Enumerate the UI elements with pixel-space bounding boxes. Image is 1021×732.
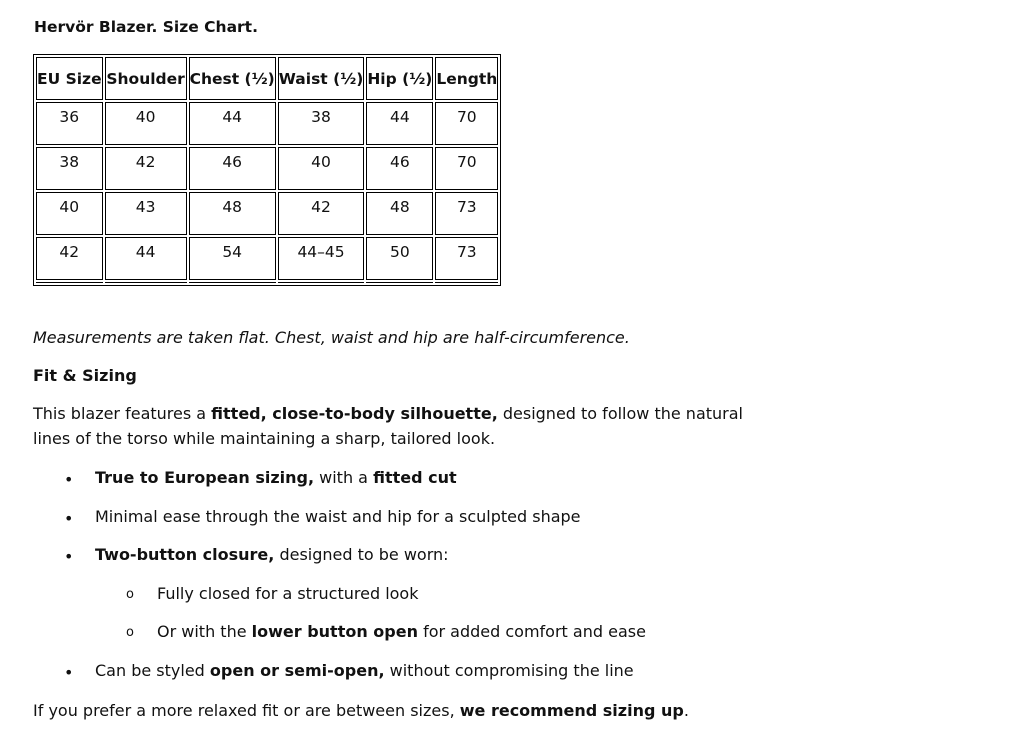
- table-spacer-row: [36, 282, 498, 283]
- list-item-text: True to European sizing, with a fitted cut: [95, 468, 457, 487]
- table-cell: 46: [189, 147, 276, 190]
- table-header-row: [36, 57, 498, 100]
- table-spacer-cell: [278, 282, 365, 283]
- bullet-icon: •: [64, 662, 74, 682]
- sub-bullet-icon: o: [126, 586, 134, 602]
- size-chart-table: [33, 54, 501, 286]
- bullet-icon: •: [64, 508, 74, 528]
- header-length: Length: [435, 57, 498, 100]
- sub-list-item-text: Or with the lower button open for added comfort and ease: [157, 622, 646, 641]
- intro-text: This blazer features a: [33, 404, 212, 423]
- table-cell: 48: [366, 192, 433, 235]
- table-spacer-cell: [435, 282, 498, 283]
- table-row: [36, 237, 498, 280]
- table-cell: 44–45: [278, 237, 365, 280]
- table-cell: 73: [435, 237, 498, 280]
- table-spacer-cell: [105, 282, 187, 283]
- table-cell: 50: [366, 237, 433, 280]
- intro-bold: fitted, close-to-body silhouette,: [211, 404, 498, 423]
- table-cell: 70: [435, 102, 498, 145]
- closing-end: .: [683, 701, 689, 720]
- table-spacer-cell: [366, 282, 433, 283]
- table-spacer-cell: [36, 282, 103, 283]
- table-row: [36, 102, 498, 145]
- table-cell: 38: [278, 102, 365, 145]
- closing-bold: we recommend sizing up: [459, 701, 684, 720]
- header-waist: Waist (½): [278, 57, 365, 100]
- header-chest: Chest (½): [189, 57, 276, 100]
- table-cell: 42: [278, 192, 365, 235]
- bullet-icon: •: [64, 470, 74, 489]
- table-cell: 46: [366, 147, 433, 190]
- bullet-icon: •: [64, 547, 74, 566]
- intro-paragraph: [33, 401, 753, 451]
- table-row: [36, 192, 498, 235]
- closing-recommendation: [33, 698, 689, 723]
- header-eu-size: EU Size: [36, 57, 103, 100]
- fit-sizing-heading: Fit & Sizing: [33, 366, 137, 385]
- table-cell: 38: [36, 147, 103, 190]
- table-cell: 48: [189, 192, 276, 235]
- table-cell: 44: [105, 237, 187, 280]
- table-spacer-cell: [189, 282, 276, 283]
- header-shoulder: Shoulder: [105, 57, 187, 100]
- table-cell: 44: [189, 102, 276, 145]
- table-cell: 43: [105, 192, 187, 235]
- list-item-text: Two-button closure, designed to be worn:: [95, 545, 449, 564]
- table-cell: 42: [105, 147, 187, 190]
- document-title: Hervör Blazer. Size Chart.: [34, 18, 258, 36]
- intro-text: designed to follow the natural lines of the torso while maintaining a sharp, tailored look.: [33, 404, 743, 448]
- header-hip: Hip (½): [366, 57, 433, 100]
- table-cell: 40: [105, 102, 187, 145]
- table-row: [36, 147, 498, 190]
- closing-text: If you prefer a more relaxed fit or are between sizes,: [33, 701, 460, 720]
- table-cell: 40: [36, 192, 103, 235]
- table-cell: 70: [435, 147, 498, 190]
- table-cell: 42: [36, 237, 103, 280]
- table-cell: 73: [435, 192, 498, 235]
- table-cell: 36: [36, 102, 103, 145]
- measurement-note: Measurements are taken flat. Chest, waist and hip are half-circumference.: [33, 328, 630, 347]
- table-cell: 44: [366, 102, 433, 145]
- table-cell: 40: [278, 147, 365, 190]
- sub-bullet-icon: o: [126, 625, 134, 640]
- table-cell: 54: [189, 237, 276, 280]
- list-item-text: Minimal ease through the waist and hip for a sculpted shape: [95, 506, 581, 526]
- sub-list-item-text: Fully closed for a structured look: [157, 583, 419, 603]
- list-item-text: Can be styled open or semi-open, without compromising the line: [95, 660, 634, 680]
